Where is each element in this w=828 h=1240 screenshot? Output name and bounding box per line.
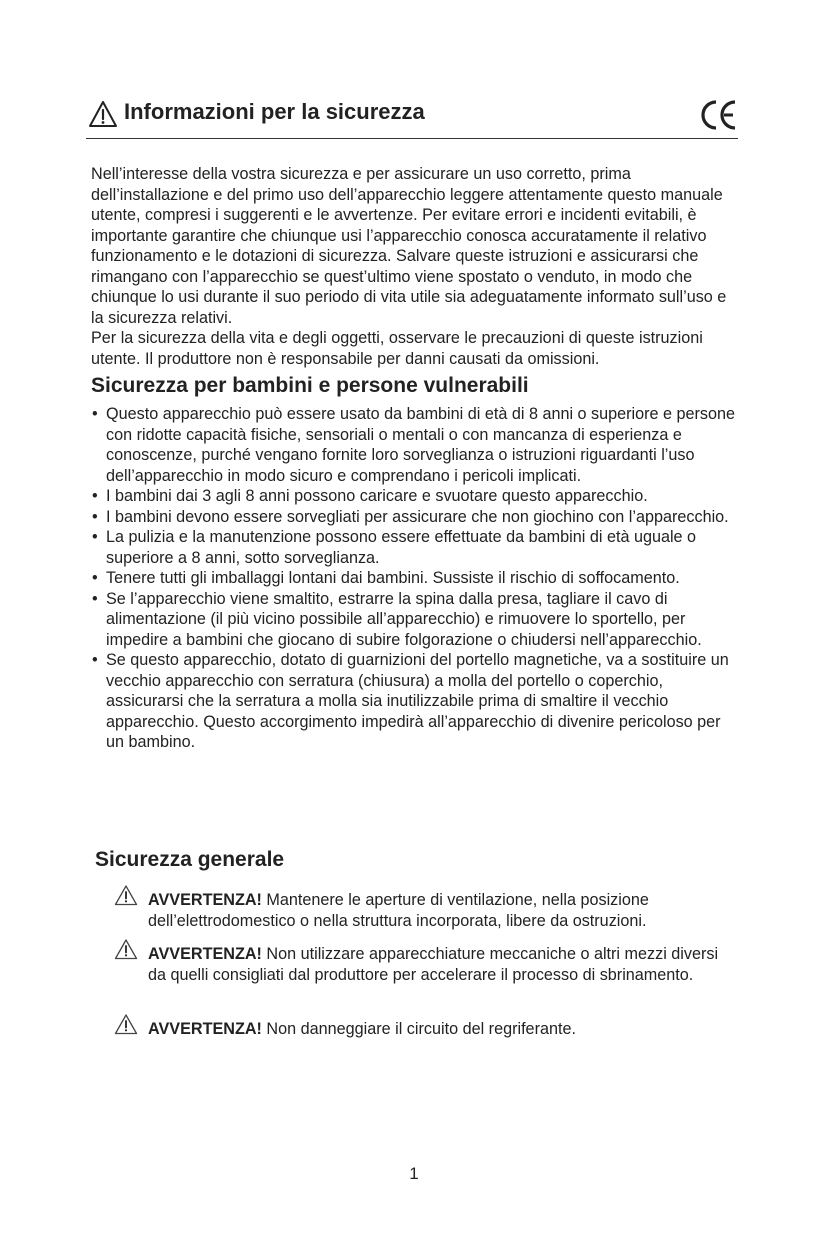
ce-mark-icon xyxy=(698,98,738,132)
warning-item xyxy=(114,890,734,931)
list-item-text: Se questo apparecchio, dotato di guarnizioni del portello magnetiche, va a sostituire un vecchio apparecchio con serratura (chiusura) a molla del portello o coperchio, assicurarsi che la serratura a molla sia inutilizzabile prima di smaltire il vecchio apparecchio. Questo accorgimento impedirà all’apparecchio di divenire pericoloso per un bambino. xyxy=(106,651,729,751)
warning-triangle-icon xyxy=(114,938,138,960)
intro-paragraph: Nell’interesse della vostra sicurezza e per assicurare un uso corretto, prima dell’installazione e del primo uso dell’apparecchio leggere attentamente questo manuale utente, compresi i suggerenti e le avvertenze. Per evitare errori e incidenti evitabili, è importante garantire che chiunque usi l’apparecchio conosca accuratamente il relativo funzionamento e le dotazioni di sicurezza. Salvare queste istruzioni e assicurarsi che rimangano con l’apparecchio se quest’ultimo viene spostato o venduto, in modo che chiunque lo usi durante il suo periodo di vita utile sia adeguatamente informato sull’uso e la sicurezza relativi. xyxy=(91,165,727,327)
warning-text xyxy=(148,1019,734,1040)
list-item xyxy=(91,568,743,589)
warning-triangle-icon xyxy=(88,100,118,128)
warning-body: Mantenere le aperture di ventilazione, nella posizione dell’elettrodomestico o nella struttura incorporata, libere da ostruzioni. xyxy=(148,891,649,930)
children-safety-list xyxy=(91,404,743,753)
list-item xyxy=(91,486,743,507)
bullet-dot: • xyxy=(92,651,98,669)
list-item xyxy=(91,527,743,568)
list-item-text: Se l’apparecchio viene smaltito, estrarre la spina dalla presa, tagliare il cavo di alimentazione (il più vicino possibile all’apparecchio) e rimuovere lo sportello, per impedire a bambini che giocano di subire folgorazione o chiudersi nell’apparecchio. xyxy=(106,589,702,649)
warning-label: AVVERTENZA! xyxy=(148,891,262,909)
list-item xyxy=(91,404,743,486)
list-item xyxy=(91,650,743,753)
bullet-dot: • xyxy=(92,528,98,546)
page-number: 1 xyxy=(409,1164,419,1183)
list-item-text: Tenere tutti gli imballaggi lontani dai bambini. Sussiste il rischio di soffocamento. xyxy=(106,569,680,587)
warning-label: AVVERTENZA! xyxy=(148,945,262,963)
warning-triangle-icon xyxy=(114,1013,138,1035)
warning-body: Non danneggiare il circuito del regriferante. xyxy=(261,1020,576,1038)
bullet-dot: • xyxy=(92,487,98,505)
bullet-dot: • xyxy=(92,507,98,526)
warning-item xyxy=(114,1019,734,1040)
warning-item xyxy=(114,944,734,985)
warning-text xyxy=(148,890,734,931)
list-item xyxy=(91,589,743,651)
page-header xyxy=(86,96,738,139)
warning-text xyxy=(148,944,734,985)
warning-body: Non utilizzare apparecchiature meccaniche o altri mezzi diversi da quelli consigliati dal produttore per accelerare il processo di sbrinamento. xyxy=(148,945,719,984)
list-item-text: I bambini dai 3 agli 8 anni possono caricare e svuotare questo apparecchio. xyxy=(106,487,648,505)
warning-triangle-icon xyxy=(114,884,138,906)
list-item-text: La pulizia e la manutenzione possono essere effettuate da bambini di età uguale o superiore a 8 anni, sotto sorveglianza. xyxy=(106,528,697,567)
list-item xyxy=(91,507,743,528)
bullet-dot: • xyxy=(92,405,98,423)
bullet-dot: • xyxy=(92,589,98,608)
warning-label: AVVERTENZA! xyxy=(148,1020,262,1038)
intro-paragraph: Per la sicurezza della vita e degli oggetti, osservare le precauzioni di queste istruzioni utente. Il produttore non è responsabile per danni causati da omissioni. xyxy=(91,329,703,368)
list-item-text: Questo apparecchio può essere usato da bambini di età di 8 anni o superiore e persone con ridotte capacità fisiche, sensoriali o mentali o con mancanza di esperienza e conoscenze, purché vengano fornite loro sorveglianza o istruzioni riguardanti l’uso dell’apparecchio in modo sicuro e comprendano i pericoli implicati. xyxy=(106,405,736,485)
section-title-general-safety: Sicurezza generale xyxy=(95,848,285,871)
page-title: Informazioni per la sicurezza xyxy=(124,99,425,124)
list-item-text: I bambini devono essere sorvegliati per assicurare che non giochino con l’apparecchio. xyxy=(106,507,729,526)
intro-text xyxy=(91,164,741,369)
section-title-children-safety: Sicurezza per bambini e persone vulnerabili xyxy=(91,374,529,397)
bullet-dot: • xyxy=(92,569,98,587)
